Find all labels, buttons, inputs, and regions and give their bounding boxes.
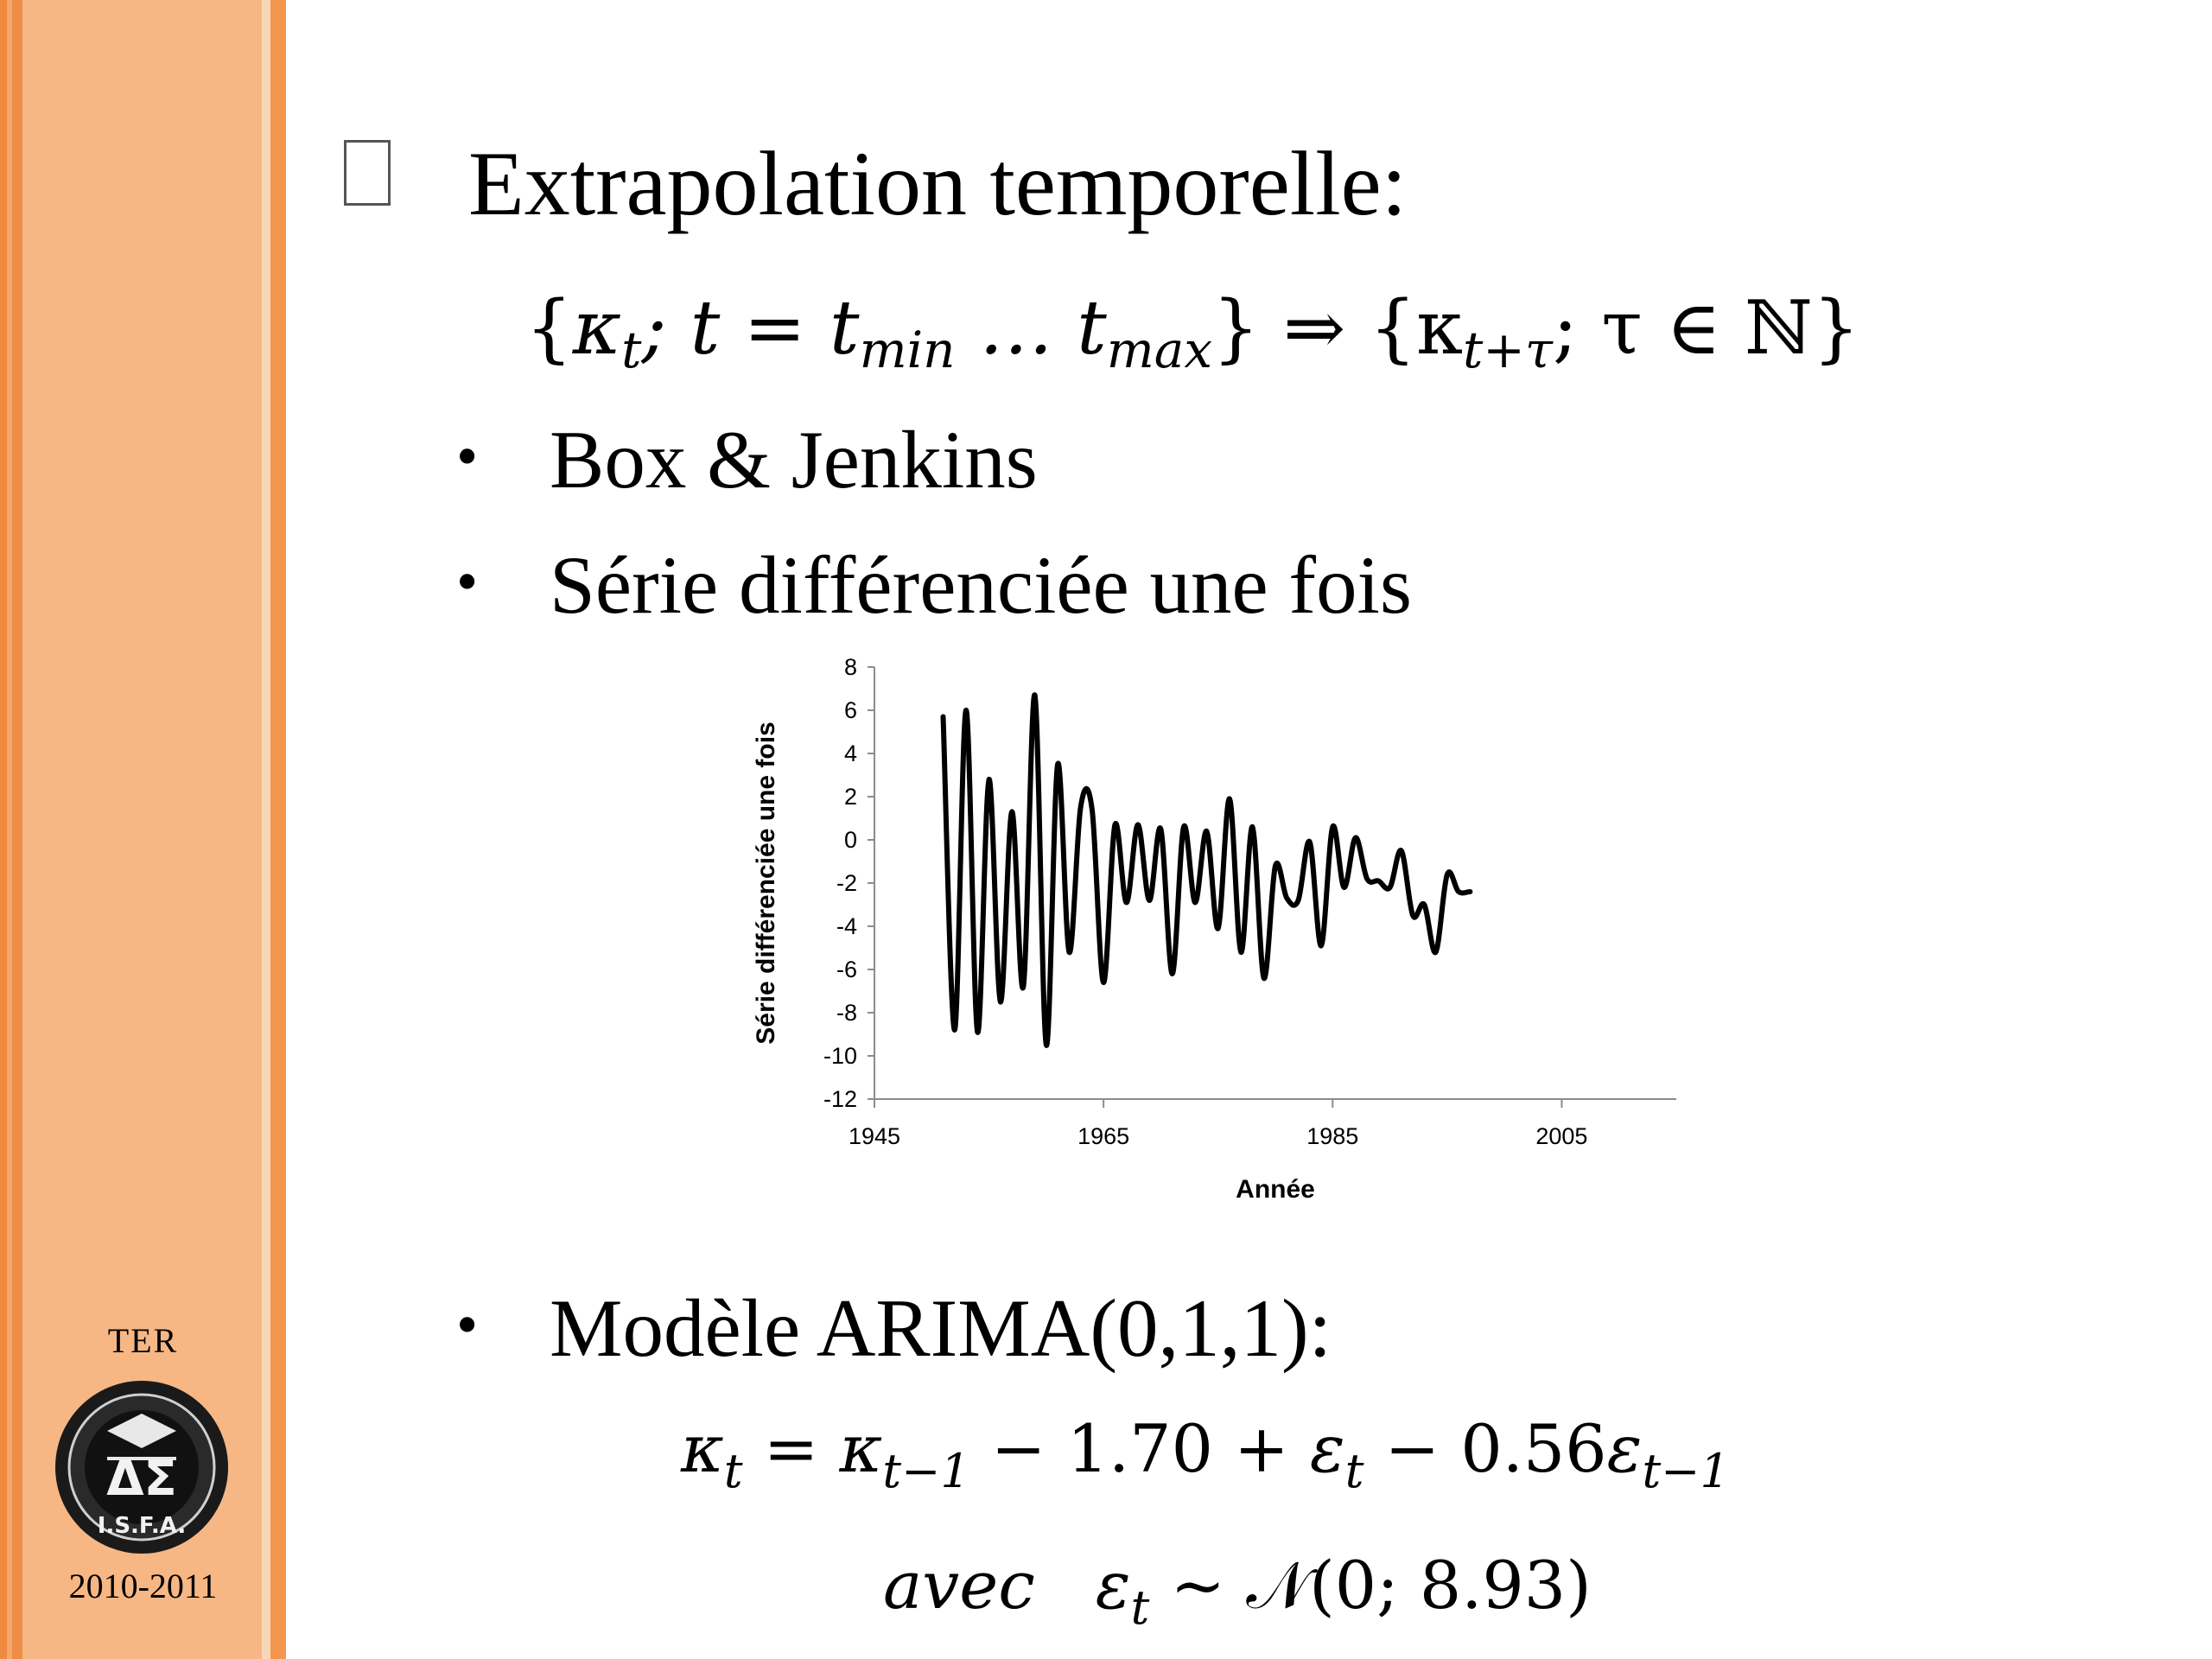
formula-token: { — [525, 285, 573, 372]
y-tick-label: -12 — [823, 1086, 857, 1112]
formula-subscript: t — [621, 321, 642, 379]
y-tick-label: -10 — [823, 1043, 857, 1069]
series-line — [944, 695, 1471, 1046]
formula-token: − 0.56 — [1363, 1410, 1607, 1487]
y-tick-label: -2 — [836, 870, 857, 896]
bullet-item — [456, 1282, 1332, 1374]
logo-letters: ΔΣ — [106, 1451, 177, 1507]
logo-ring-text: I.S.F.A. — [97, 1513, 187, 1539]
bullet-item — [456, 539, 1412, 631]
bullet-dot-icon: • — [456, 422, 479, 491]
bullet-text: Modèle ARIMA(0,1,1): — [550, 1282, 1332, 1374]
formula-arima — [681, 1410, 1730, 1498]
formula-token: κ — [572, 285, 622, 372]
formula-token: ε — [1095, 1547, 1131, 1624]
formula-token: − 1.70 + — [969, 1410, 1310, 1487]
bullet-item — [456, 414, 1038, 505]
bullet-text: Série différenciée une fois — [550, 539, 1412, 631]
formula-token: = — [742, 1410, 840, 1487]
y-tick-label: -6 — [836, 957, 857, 982]
formula-token: ; τ ∈ ℕ} — [1552, 285, 1860, 372]
x-tick-label: 2005 — [1535, 1123, 1588, 1149]
formula-token: … t — [955, 285, 1107, 372]
y-tick-label: 0 — [843, 827, 857, 853]
x-tick-label: 1945 — [848, 1123, 901, 1149]
isfa-logo — [54, 1379, 230, 1555]
formula-token: } ⇒ {κ — [1212, 285, 1463, 372]
x-axis-label: Année — [1236, 1175, 1315, 1204]
bullet-dot-icon: • — [456, 1290, 479, 1359]
formula-subscript: t−1 — [1642, 1444, 1730, 1498]
formula-token: ~ 𝒩(0; 8.93) — [1149, 1547, 1592, 1624]
sidebar-stripe — [262, 0, 270, 1659]
sidebar-stripe — [0, 0, 7, 1659]
formula-subscript: min — [859, 321, 956, 379]
slide-title — [344, 133, 1408, 234]
formula-subscript: t+τ — [1462, 321, 1553, 379]
bullet-square-icon — [344, 140, 391, 206]
y-tick-label: -8 — [836, 1000, 857, 1026]
bullet-text: Box & Jenkins — [550, 414, 1038, 505]
formula-token: κ — [681, 1410, 724, 1487]
y-tick-label: -4 — [836, 913, 857, 939]
x-tick-label: 1965 — [1077, 1123, 1130, 1149]
sidebar-bottom-label: 2010-2011 — [68, 1567, 218, 1605]
y-axis-label: Série différenciée une fois — [752, 721, 780, 1045]
formula-token: ε — [1309, 1410, 1345, 1487]
bullet-dot-icon: • — [456, 547, 479, 616]
x-tick-label: 1985 — [1306, 1123, 1359, 1149]
formula-token: ; t = t — [641, 285, 860, 372]
y-tick-label: 4 — [843, 741, 857, 766]
y-tick-label: 6 — [843, 697, 857, 723]
formula-token: κ — [839, 1410, 883, 1487]
y-tick-label: 2 — [843, 784, 857, 810]
slide-title-text: Extrapolation temporelle: — [468, 133, 1408, 234]
sidebar-top-label: TER — [107, 1321, 179, 1360]
formula-token: avec — [883, 1547, 1035, 1624]
sidebar-stripe — [12, 0, 22, 1659]
sidebar-stripe — [270, 0, 286, 1659]
formula-token: ε — [1606, 1410, 1643, 1487]
formula-subscript: t — [1344, 1444, 1364, 1498]
formula-subscript: t — [723, 1444, 743, 1498]
y-tick-label: 8 — [843, 654, 857, 680]
line-chart — [743, 639, 1711, 1227]
formula-subscript: t — [1130, 1580, 1150, 1635]
formula-subscript: t−1 — [882, 1444, 970, 1498]
formula-extrapolation — [525, 285, 1860, 379]
formula-noise — [883, 1547, 1592, 1635]
formula-subscript: max — [1106, 321, 1213, 379]
